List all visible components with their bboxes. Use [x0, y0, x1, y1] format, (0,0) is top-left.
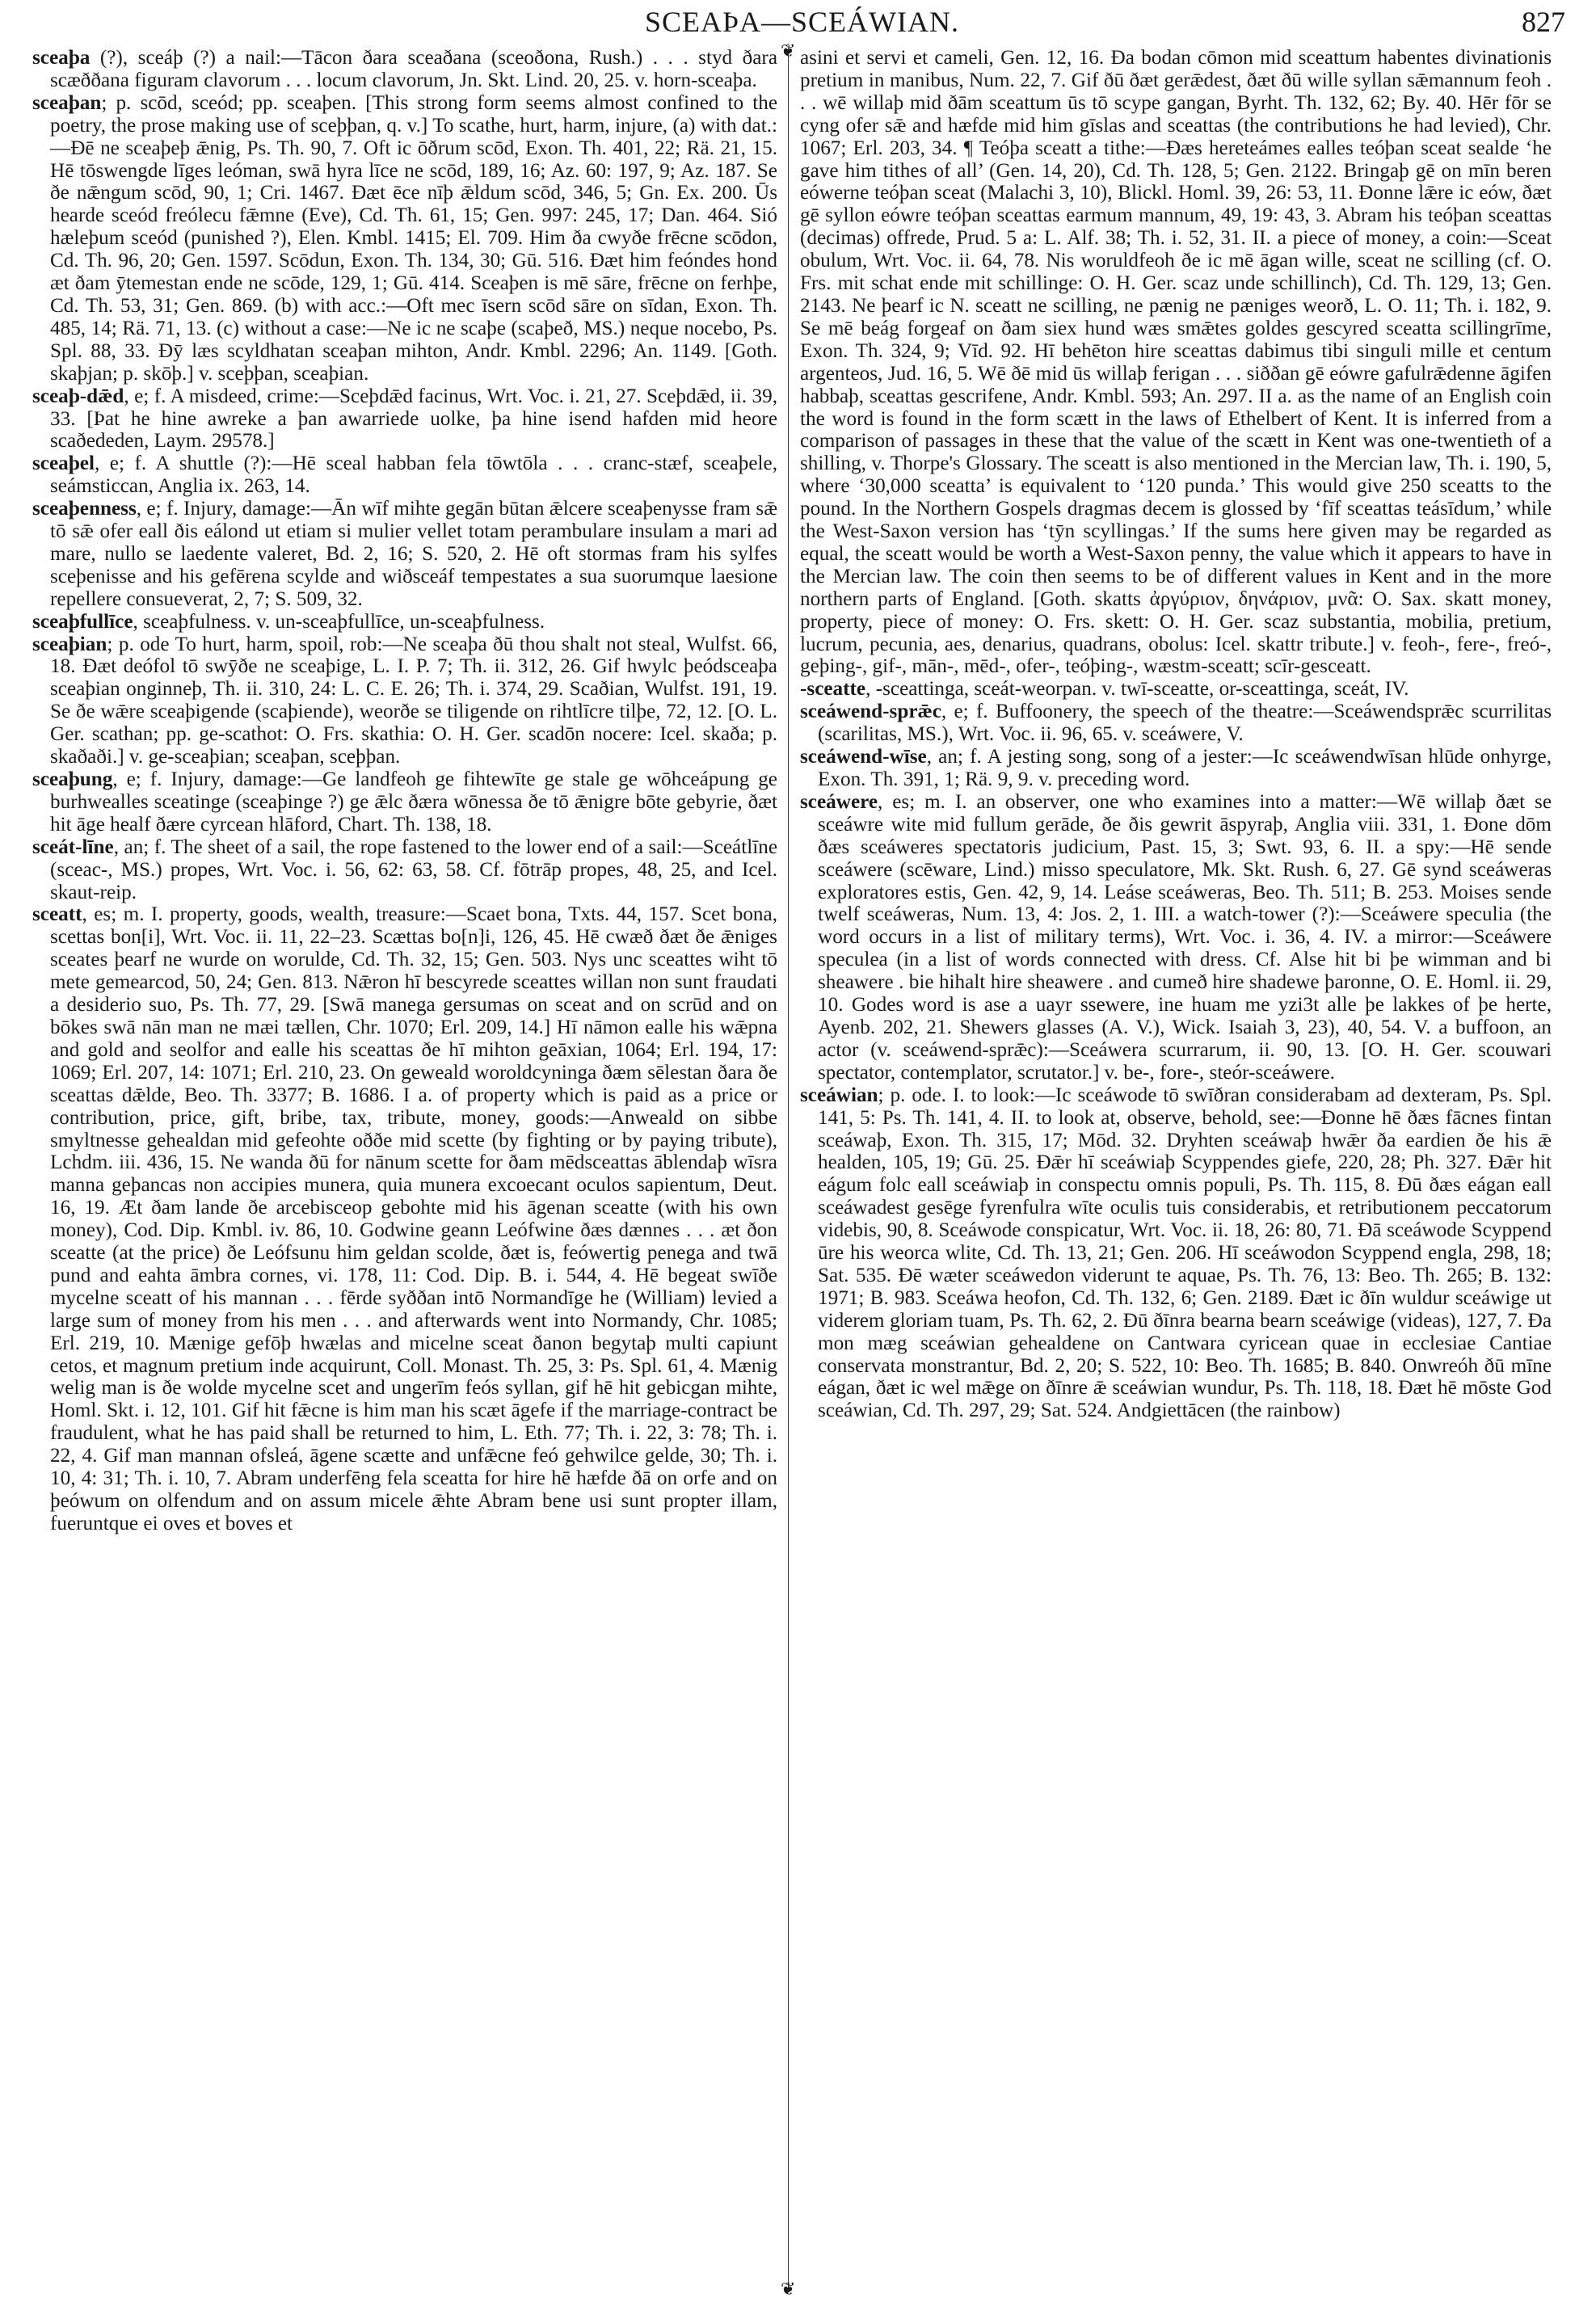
headword: sceát-līne	[32, 836, 114, 858]
divider-ornament-icon: ❦	[781, 2279, 796, 2299]
entry-body: ; p. ode To hurt, harm, spoil, rob:—Ne sceaþa ðū thou shalt not steal, Wulfst. 66, 18. Ðæt deófol tō swȳðe ne sceaþige, L. I. P. 7; Th. ii. 312, 26. Gif hwylc þeódsceaþa sceaþian onginneþ, Th. ii. 310, 24: L. C. E. 26; Th. i. 374, 29. Scaðian, Wulfst. 191, 19. Se ðe wǣre sceaþigende (scaþiende), weorðe se tiligende on rihtlīcre tilþe, 72, 12. [O. L. Ger. scathan; pp. ge-scathot: O. Frs. skathia: O. H. Ger. scadōn nocere: Icel. skaða; p. skaðaði.] v. ge-sceaþian; sceaþan, sceþþan.	[50, 633, 777, 768]
entry-body: , an; f. A jesting song, song of a jester:—Ic sceáwendwīsan hlūde onhyrge, Exon. Th. 391, 1; Rä. 9, 9. v. preceding word.	[818, 746, 1552, 790]
entry-body: , e; f. Injury, damage:—Ān wīf mihte gegān būtan ǣlcere sceaþenysse fram sǣ tō sǣ ofer eall ðis eálond ut etiam si mulier vellet totam perambulare insulam a mari ad mare, nullo se laedente valeret, Bd. 2, 16; S. 520, 2. Hē oft stormas fram his sylfes sceþenisse and his gefērena scylde and wiðsceáf tempestates a sua suorumque laesione repellere consueverat, 2, 7; S. 509, 32.	[50, 498, 777, 610]
page-header	[32, 5, 1572, 42]
dictionary-entry	[32, 498, 777, 611]
dictionary-entry	[32, 836, 777, 904]
headword: -sceatte	[800, 678, 866, 701]
entry-body: ; p. scōd, sceód; pp. sceaþen. [This strong form seems almost confined to the poetry, the prose making use of sceþþan, q. v.] To scathe, hurt, harm, injure, (a) with dat.:—Ðē ne sceaþeþ ǣnig, Ps. Th. 90, 7. Oft ic ōðrum scōd, Exon. Th. 401, 22; Rä. 21, 15. Hē tōswengde līges leóman, swā hyra līce ne scōd, 189, 16; Az. 60: 197, 9; Az. 187. Se ðe nǣngum scōd, 90, 1; Cri. 1467. Ðæt ēce nīþ ǣldum scōd, 346, 5; Gn. Ex. 200. Ūs hearde sceód freólecu fǣmne (Eve), Cd. Th. 61, 15; Gen. 997: 245, 17; Dan. 464. Sió hæleþum sceód (punished ?), Elen. Kmbl. 1415; El. 709. Him ða cwyðe frēcne scōdon, Cd. Th. 96, 20; Gen. 1597. Scōdun, Exon. Th. 134, 30; Gū. 516. Ðæt him feóndes hond æt ðam ȳtemestan ende ne scōde, 129, 1; Gū. 414. Sceaþen is mē sāre, frēcne on ferhþe, Cd. Th. 53, 31; Gen. 869. (b) with acc.:—Oft mec īsern scōd sāre on sīdan, Exon. Th. 485, 14; Rä. 71, 13. (c) without a case:—Ne ic ne scaþe (scaþeð, MS.) neque nocebo, Ps. Spl. 88, 33. Ðȳ læs scyldhatan sceaþan mihton, Andr. Kmbl. 2296; An. 1149. [Goth. skaþjan; p. skōþ.] v. sceþþan, sceaþian.	[50, 91, 777, 385]
headword: sceaþenness	[32, 498, 137, 520]
dictionary-entry	[32, 453, 777, 498]
column-divider	[788, 48, 789, 2287]
running-title: SCEAÞA—SCEÁWIAN.	[644, 6, 960, 38]
headword: sceatt	[32, 903, 82, 926]
dictionary-entry	[800, 678, 1552, 701]
dictionary-entry	[32, 611, 777, 634]
headword: sceáwere	[800, 790, 878, 813]
dictionary-entry	[32, 768, 777, 836]
headword: sceaþung	[32, 768, 113, 790]
headword: sceaþan	[32, 91, 102, 114]
right-column	[800, 47, 1552, 1422]
entry-body: , es; m. I. property, goods, wealth, treasure:—Scaet bona, Txts. 44, 157. Scet bona, scettas bon[i], Wrt. Voc. ii. 11, 22–23. Scættas bo[n]i, 126, 45. Hē cwæð ðæt ðe ǣniges sceates þearf ne wurde on woruldе, Cd. Th. 32, 15; Gen. 503. Nys unc sceattes wiht tō mete gemearcod, 50, 24; Gen. 813. Nǣron hī bescyrede sceattes willan non sunt fraudati a desiderio suo, Ps. Th. 77, 29. [Swā manega gersumas on sceat and on scrūd and on bōkes swā nān man ne mæi tællen, Chr. 1070; Erl. 209, 14.] Hī nāmon ealle his wǣpna and gold and seolfor and ealle his sceattas ðe hī mihton geāxian, 1064; Erl. 194, 17: 1069; Erl. 207, 14: 1071; Erl. 210, 23. On geweald woroldcyninga ðæm sēlestan ðara ðe sceattas dǣlde, Beo. Th. 3377; B. 1686. I a. of property which is paid as a price or contribution, price, gift, bribe, tax, tribute, money, goods:—Anweald on sibbe smyltnesse gehealdan mid gefeohte oððe mid scette (by fighting or by paying tribute), Lchdm. iii. 436, 15. Ne wanda ðū for nānum scette for ðam mēdsceattas āblendaþ wīsra manna geþancas non accipies munera, quia munera excoecant oculos sapientum, Deut. 16, 19. Æt ðam lande ðe arcebisceop gebohte mid his āgenan sceatte (with his own money), Cod. Dip. Kmbl. iv. 86, 10. Godwine geann Leófwine ðæs dænnes . . . æt ðon sceatte (at the price) ðe Leófsunu him geldan scolde, ðæt is, feówertig penega and twā pund and eahta āmbra cornes, vi. 178, 11: Cod. Dip. B. i. 544, 4. Hē begeat swīðe mycelne sceatt of his mannan . . . fērde syððan intō Normandīge he (William) levied a large sum of money from his men . . . and afterwards went into Normandy, Chr. 1085; Erl. 219, 10. Mænige gefōþ hwælas and micelne sceat ðanon begytaþ multi capiunt cetos, et magnum pretium inde acquirunt, Coll. Monast. Th. 25, 3: Ps. Spl. 61, 4. Mænig welig man is ðe wolde mycelne scet and ungerīm feós syllan, gif hē hit gebicgan mihte, Homl. Skt. i. 12, 101. Gif hit fǣcne is him man his scæt āgefe if the marriage-contract be fraudulent, what he has paid shall be returned to him, L. Eth. 77; Th. i. 22, 3: 78; Th. i. 22, 4. Gif man mannan ofsleá, āgene scætte and unfǣcne feó gehwilce gelde, 30; Th. i. 10, 4: 31; Th. i. 10, 7. Abram underfēng fela sceatta for hire hē hæfde ðā on orfe and on þeówum on olfendum and on assum micele ǣhte Abram bene usi sunt propter illam, fueruntque ei oves et boves et	[50, 903, 777, 1534]
entry-body: , e; f. A shuttle (?):—Hē sceal habban fela tōwtōla . . . cranc-stæf, sceaþele, seámsticcan, Anglia ix. 263, 14.	[50, 453, 777, 498]
entry-body: asini et servi et cameli, Gen. 12, 16. Ða bodan cōmon mid sceattum habentes divinationis pretium in manibus, Num. 22, 7. Gif ðū ðæt gerǣdest, ðæt ðū wille syllan sǣmannum feoh . . . wē willaþ mid ðām sceattum ūs tō scype gangan, Byrht. Th. 132, 62; By. 40. Hēr fōr se cyng ofer sǣ and hæfde mid him gīslas and sceattas (the contributions he had levied), Chr. 1067; Erl. 203, 34. ¶ Teóþa sceatt a tithe:—Ðæs hereteámes ealles teóþan sceat sealde ‘he gave him tithes of all’ (Gen. 14, 20), Cd. Th. 128, 5; Gen. 2122. Bringaþ gē on mīn beren eówerne teóþan sceat (Malachi 3, 10), Blickl. Homl. 39, 26: 53, 11. Ðonne lǣre ic eów, ðæt gē syllon eówre teóþan sceattas earmum mannum, 49, 19: 43, 3. Abram his teóþan sceattas (decimas) offrede, Prud. 5 a: L. Alf. 38; Th. i. 52, 31. II. a piece of money, a coin:—Sceat obulum, Wrt. Voc. ii. 64, 78. Nis woruldfeoh ðe ic mē āgan wille, sceat ne scilling (cf. O. Frs. mit schat ende mit schillinge: O. H. Ger. scaz unde schillinch), Cd. Th. 129, 13; Gen. 2143. Ne þearf ic N. sceatt ne scilling, ne pænig ne pæniges weorð, L. O. 11; Th. i. 182, 9. Se mē beág forgeaf on ðam siex hund wæs smǣtes goldes gescyred sceatta scillingrīme, Exon. Th. 324, 9; Vīd. 92. Hī behēton hire sceattas dabimus tibi singuli mille et centum argenteos, Jud. 16, 5. Wē ðē mid ūs willaþ ferigan . . . siððan gē eówre gafulrǣdenne āgifen habbaþ, sceattas gescrifene, Andr. Kmbl. 593; An. 297. II a. as the name of an English coin the word is found in the form scætt in the laws of Ethelbert of Kent. It is inferred from a comparison of passages in these that the value of the scætt in Kent was one-twentieth of a shilling, v. Thorpe's Glossary. The sceatt is also mentioned in the Mercian law, Th. i. 190, 5, where ‘30,000 sceatta’ is equivalent to ‘120 punda.’ This would give 250 sceatts to the pound. In the Northern Gospels dragmas decem is glossed by ‘fīf sceattas teásīdum,’ while the West-Saxon version has ‘tȳn scyllingas.’ If the sums here given may be regarded as equal, the sceatt would be worth a West-Saxon penny, the value which it appears to have in the Mercian law. The coin then seems to be of different values in Kent and in the more northern parts of England. [Goth. skatts ἀργύριον, δηνάριον, μνᾶ: O. Sax. skatt money, property, piece of money: O. Frs. skett: O. H. Ger. scaz substantia, mobilia, pretium, lucrum, pecunia, aes, denarius, quadrans, obolus: Icel. skattr tribute.] v. feoh-, fere-, freó-, geþing-, gif-, mān-, mēd-, ofer-, teóþing-, wæstm-sceatt; scīr-gesceatt.	[800, 47, 1552, 678]
entry-body: (?), sceáþ (?) a nail:—Tācon ðara sceaðana (sceoðona, Rush.) . . . styd ðara scæððana figuram clavorum . . . locum clavorum, Jn. Skt. Lind. 20, 25. v. horn-sceaþa.	[50, 47, 777, 91]
dictionary-entry	[800, 1084, 1552, 1423]
headword: sceaþian	[32, 633, 107, 655]
left-column	[32, 47, 777, 1535]
headword: sceáwian	[800, 1084, 878, 1106]
headword: sceaþfullīce	[32, 610, 133, 633]
headword: sceaþel	[32, 453, 95, 475]
entry-body: , -sceattinga, sceát-weorpan. v. twī-sceatte, or-sceattinga, sceát, IV.	[865, 678, 1409, 701]
entry-body: ; p. ode. I. to look:—Ic sceáwode tō swīðran considerabam ad dexteram, Ps. Spl. 141, 5: Ps. Th. 141, 4. II. to look at, observe, behold, see:—Ðonne hē ðæs fācnes fintan sceáwaþ, Exon. Th. 315, 17; Mōd. 32. Dryhten sceáwaþ hwǣr ða eardien ðe his ǣ healden, 105, 19; Gū. 25. Ðǣr hī sceáwiaþ Scyppendes giefe, 220, 28; Ph. 327. Ðǣr hit eágum folc eall sceáwiaþ in conspectu omnis populi, Ps. Th. 115, 8. Ðū ðæs eágan eall sceáwadest gesēge fyrenfulra wīte oculis tuis considerabis, et retributionem peccatorum videbis, 90, 8. Sceáwode conspicatur, Wrt. Voc. ii. 18, 26: 80, 71. Ðā sceáwode Scyppend ūre his weorca wlite, Cd. Th. 13, 21; Gen. 206. Hī sceáwodon Scyppend engla, 298, 18; Sat. 535. Ðē wæter sceáwedon viderunt te aquae, Ps. Th. 76, 13: Beo. Th. 265; B. 132: 1971; B. 983. Sceáwa heofon, Cd. Th. 132, 6; Gen. 2189. Ðæt ic ðīn wuldur sceáwige ut viderem gloriam tuam, Ps. Th. 62, 2. Ðū ðīnra bearna bearn sceáwige (videas), 127, 7. Ða mon mæg sceáwian gehealdene on Cantwara cyricean quae in ecclesiae Cantiae conservata monstrantur, Bd. 2, 20; S. 522, 10: Beo. Th. 1685; B. 840. Onwreóh ðū mīne eágan, ðæt ic wel mǣge on ðīnre ǣ sceáwian wundur, Ps. Th. 118, 18. Ðæt hē mōste God sceáwian, Cd. Th. 297, 29; Sat. 524. Andgiettācen (the rainbow)	[818, 1084, 1552, 1422]
entry-body: , an; f. The sheet of a sail, the rope fastened to the lower end of a sail:—Sceátlīne (sceac-, MS.) propes, Wrt. Voc. i. 56, 62: 63, 58. Cf. fōtrāp propes, 48, 25, and Icel. skaut-reip.	[50, 836, 777, 903]
dictionary-entry	[32, 634, 777, 768]
dictionary-entry	[800, 47, 1552, 678]
headword: sceaþa	[32, 47, 91, 69]
headword: sceaþ-dǣd	[32, 385, 124, 407]
dictionary-entry	[800, 701, 1552, 746]
entry-body: , e; f. Injury, damage:—Ge landfeoh ge fihtewīte ge stale ge wōhceápung ge burhwealles sceatinge (sceaþinge ?) ge ǣlc ðæra wōnessa ðe tō ǣnigre bōte gebyrie, ðæt hit āge healf ðære cyrcean hlāford, Chart. Th. 138, 18.	[50, 768, 777, 836]
entry-body: , e; f. Buffoonery, the speech of the theatre:—Sceáwendsprǣc scurrilitas (scarilitas, MS.), Wrt. Voc. ii. 96, 65. v. sceáwere, V.	[818, 701, 1552, 746]
divider-ornament-icon: ❦	[781, 40, 796, 61]
dictionary-entry	[32, 92, 777, 385]
entry-body: , sceaþfulness. v. un-sceaþfullīce, un-sceaþfulness.	[133, 610, 545, 633]
dictionary-entry	[800, 791, 1552, 1084]
entry-body: , es; m. I. an observer, one who examines into a matter:—Wē willaþ ðæt se sceáwre wite mid fullum gerāde, ðe ðis gewrit āspyraþ, Anglia viii. 331, 1. Ðone dōm ðæs sceáweres spectatoris judicium, Past. 15, 3; Swt. 93, 6. II. a spy:—Hē sende sceáwere (scēware, Lind.) misso speculatore, Mk. Skt. Rush. 6, 27. Gē synd sceáweras exploratores estis, Gen. 42, 9, 14. Leáse sceáweras, Beo. Th. 511; B. 253. Moises sende twelf sceáweras, Num. 13, 4: Jos. 2, 1. III. a watch-tower (?):—Sceáwere speculia (the word occurs in a list of military terms), Wrt. Voc. i. 36, 4. IV. a mirror:—Sceáwere speculea (in a list of words connected with dress. Cf. Alse hit bi þe wimman and bi sheawere . bie hihalt hire sheawere . and cumeð hire shadewe þaronne, O. E. Homl. ii. 29, 10. Godes word is ase a uayr ssewere, ine huam me yzi3t alle þe lakkes of þe herte, Ayenb. 202, 21. Shewers glasses (A. V.), Wick. Isaiah 3, 23), 40, 54. V. a buffoon, an actor (v. sceáwend-sprǣc):—Sceáwera scurrarum, ii. 90, 13. [O. H. Ger. scouwari spectator, contemplator, scrutator.] v. be-, fore-, steór-sceáwere.	[818, 790, 1552, 1084]
headword: sceáwend-sprǣc	[800, 701, 941, 723]
dictionary-entry	[32, 47, 777, 92]
dictionary-entry	[32, 903, 777, 1534]
headword: sceáwend-wīse	[800, 746, 927, 768]
dictionary-entry	[32, 385, 777, 453]
page-number: 827	[1522, 6, 1565, 38]
dictionary-entry	[800, 746, 1552, 791]
entry-body: , e; f. A misdeed, crime:—Sceþdǣd facinus, Wrt. Voc. i. 21, 27. Sceþdǣd, ii. 39, 33. [Þat he hine awreke a þan awarriede uolke, þa hine isend hafden mid heore scaðededen, Laym. 29578.]	[50, 385, 777, 453]
